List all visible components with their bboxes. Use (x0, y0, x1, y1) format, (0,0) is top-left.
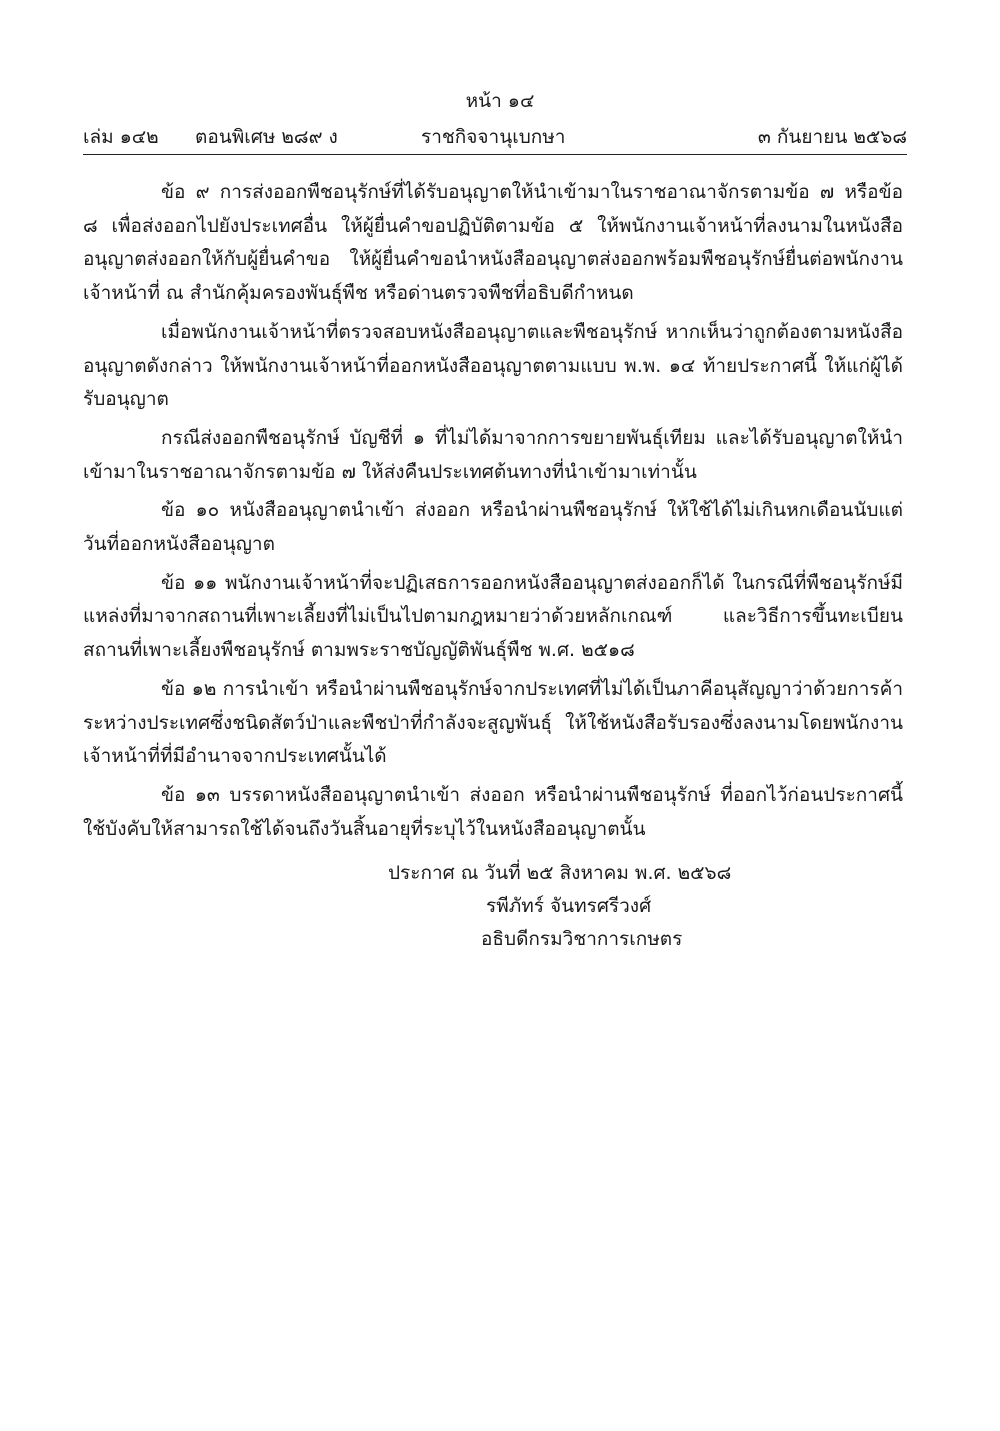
paragraph-clause-10: ข้อ ๑๐ หนังสืออนุญาตนำเข้า ส่งออก หรือนำผ่านพืชอนุรักษ์ ให้ใช้ได้ไม่เกินหกเดือนนับแต่วันที่ออกหนังสืออนุญาต (83, 499, 903, 556)
signatory-title: อธิบดีกรมวิชาการเกษตร (481, 928, 683, 950)
section-number: ตอนพิเศษ ๒๘๙ ง (195, 126, 338, 148)
header-divider (83, 154, 907, 155)
announcement-date: ประกาศ ณ วันที่ ๒๕ สิงหาคม พ.ศ. ๒๕๖๘ (388, 862, 732, 884)
paragraph-clause-9-return: กรณีส่งออกพืชอนุรักษ์ บัญชีที่ ๑ ที่ไม่ได้มาจากการขยายพันธุ์เทียม และได้รับอนุญาตให้นำเข้ามาในราชอาณาจักรตามข้อ ๗ ให้ส่งคืนประเทศต้นทางที่นำเข้ามาเท่านั้น (83, 426, 903, 483)
publication-date: ๓ กันยายน ๒๕๖๘ (757, 126, 907, 148)
signatory-name: รพีภัทร์ จันทรศรีวงศ์ (486, 895, 652, 917)
signature-block (388, 857, 808, 956)
gazette-header (83, 124, 907, 152)
paragraph-clause-11: ข้อ ๑๑ พนักงานเจ้าหน้าที่จะปฏิเสธการออกหนังสืออนุญาตส่งออกก็ได้ ในกรณีที่พืชอนุรักษ์มีแหล่งที่มาจากสถานที่เพาะเลี้ยงที่ไม่เป็นไปตามกฎหมายว่าด้วยหลักเกณฑ์ และวิธีการขึ้นทะเบียนสถานที่เพาะเลี้ยงพืชอนุรักษ์ ตามพระราชบัญญัติพันธุ์พืช พ.ศ. ๒๕๑๘ (83, 571, 903, 662)
paragraph-clause-13: ข้อ ๑๓ บรรดาหนังสืออนุญาตนำเข้า ส่งออก หรือนำผ่านพืชอนุรักษ์ ที่ออกไว้ก่อนประกาศนี้ใช้บังคับให้สามารถใช้ได้จนถึงวันสิ้นอายุที่ระบุไว้ในหนังสืออนุญาตนั้น (83, 783, 903, 840)
page-number: หน้า ๑๔ (465, 90, 535, 112)
paragraph-clause-9-inspection: เมื่อพนักงานเจ้าหน้าที่ตรวจสอบหนังสืออนุญาตและพืชอนุรักษ์ หากเห็นว่าถูกต้องตามหนังสืออนุญาตดังกล่าว ให้พนักงานเจ้าหน้าที่ออกหนังสืออนุญาตตามแบบ พ.พ. ๑๔ ท้ายประกาศนี้ ให้แก่ผู้ได้รับอนุญาต (83, 320, 903, 411)
volume-number: เล่ม ๑๔๒ (83, 126, 159, 148)
paragraph-clause-12: ข้อ ๑๒ การนำเข้า หรือนำผ่านพืชอนุรักษ์จากประเทศที่ไม่ได้เป็นภาคีอนุสัญญาว่าด้วยการค้าระหว่างประเทศซึ่งชนิดสัตว์ป่าและพืชป่าที่กำลังจะสูญพันธุ์ ให้ใช้หนังสือรับรองซึ่งลงนามโดยพนักงานเจ้าหน้าที่ที่มีอำนาจจากประเทศนั้นได้ (83, 677, 903, 768)
document-body (83, 176, 903, 851)
paragraph-clause-9: ข้อ ๙ การส่งออกพืชอนุรักษ์ที่ได้รับอนุญาตให้นำเข้ามาในราชอาณาจักรตามข้อ ๗ หรือข้อ ๘ เพื่อส่งออกไปยังประเทศอื่น ให้ผู้ยื่นคำขอปฏิบัติตามข้อ ๕ ให้พนักงานเจ้าหน้าที่ลงนามในหนังสืออนุญาตส่งออกให้กับผู้ยื่นคำขอ ให้ผู้ยื่นคำขอนำหนังสืออนุญาตส่งออกพร้อมพืชอนุรักษ์ยื่นต่อพนักงานเจ้าหน้าที่ ณ สำนักคุ้มครองพันธุ์พืช หรือด่านตรวจพืชที่อธิบดีกำหนด (83, 181, 903, 305)
journal-name: ราชกิจจานุเบกษา (421, 126, 566, 148)
